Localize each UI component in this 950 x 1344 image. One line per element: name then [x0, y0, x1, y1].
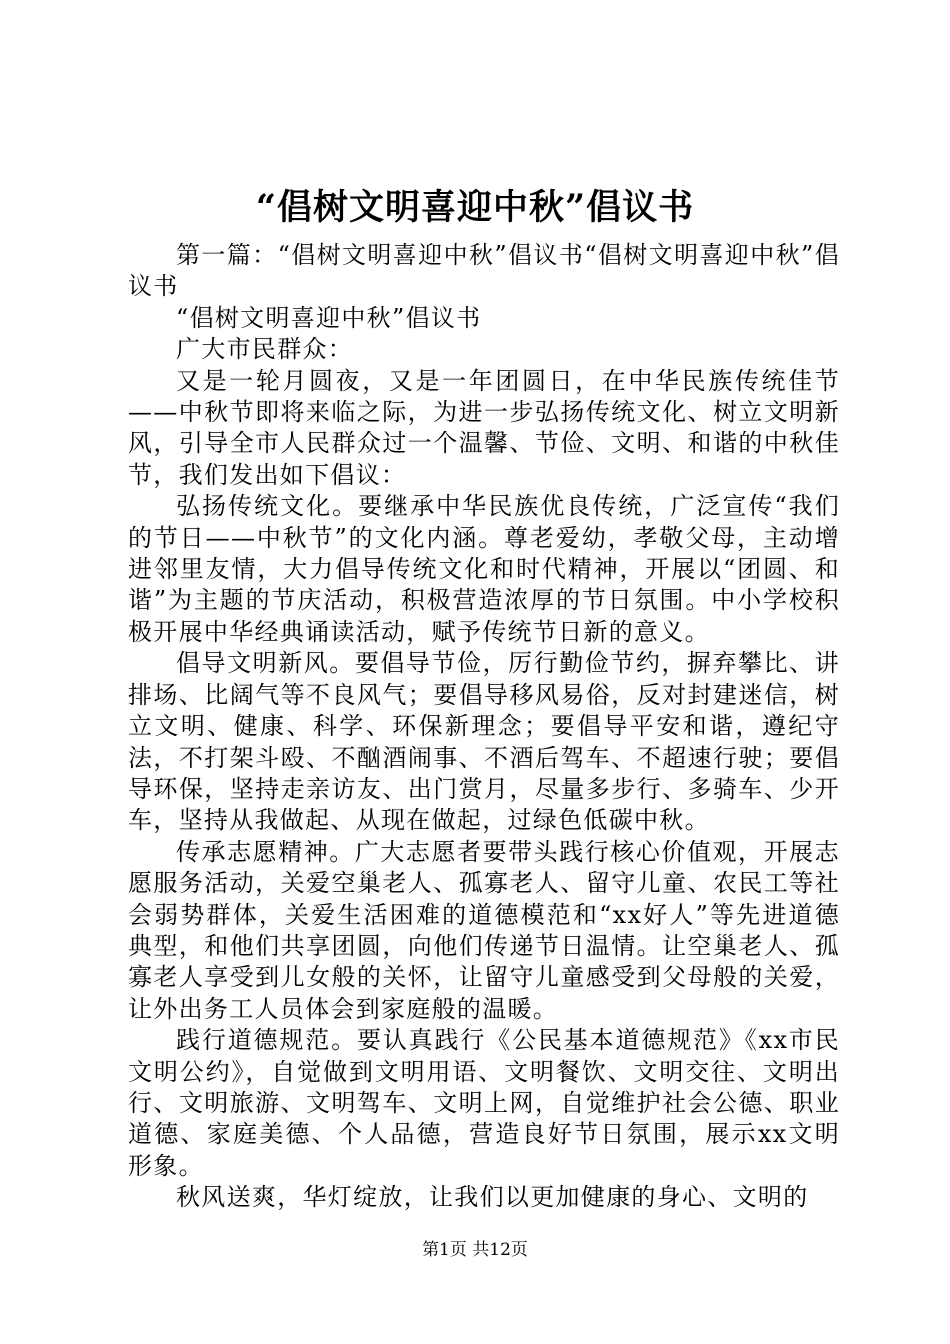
paragraph-closing: 秋风送爽，华灯绽放，让我们以更加健康的身心、文明的 — [176, 1183, 809, 1212]
paragraph-volunteer: 传承志愿精神。广大志愿者要带头践行核心价值观，开展志愿服务活动，关爱空巢老人、孤寡老人、留守儿童、农民工等社会弱势群体，关爱生活困难的道德模范和“xx好人”等先进道德典型，和他们共享团圆，向他们传递节日温情。让空巢老人、孤寡老人享受到儿女般的关怀，让留守儿童感受到父母般的关爱，让外出务工人员体会到家庭般的温暖。 — [128, 837, 840, 1023]
paragraph-salutation: 广大市民群众： — [176, 335, 354, 364]
paragraph-intro: 又是一轮月圆夜，又是一年团圆日，在中华民族传统佳节——中秋节即将来临之际，为进一步弘扬传统文化、树立文明新风，引导全市人民群众过一个温馨、节俭、文明、和谐的中秋佳节，我们发出如下倡议： — [128, 366, 840, 489]
document-body — [128, 240, 840, 1214]
paragraph-morality: 践行道德规范。要认真践行《公民基本道德规范》《xx市民文明公约》，自觉做到文明用语、文明餐饮、文明交往、文明出行、文明旅游、文明驾车、文明上网，自觉维护社会公德、职业道德、家庭美德、个人品德，营造良好节日氛围，展示xx文明形象。 — [128, 1026, 840, 1180]
page-number-footer: 第1页 共12页 — [422, 1240, 528, 1260]
paragraph-subtitle: “倡树文明喜迎中秋”倡议书 — [176, 303, 482, 332]
paragraph-tradition: 弘扬传统文化。要继承中华民族优良传统，广泛宣传“我们的节日——中秋节”的文化内涵。尊老爱幼，孝敬父母，主动增进邻里友情，大力倡导传统文化和时代精神，开展以“团圆、和谐”为主题的节庆活动，积极营造浓厚的节日氛围。中小学校积极开展中华经典诵读活动，赋予传统节日新的意义。 — [128, 492, 840, 646]
document-title: “倡树文明喜迎中秋”倡议书 — [255, 187, 695, 228]
paragraph-civility: 倡导文明新风。要倡导节俭，厉行勤俭节约，摒弃攀比、讲排场、比阔气等不良风气；要倡导移风易俗，反对封建迷信，树立文明、健康、科学、环保新理念；要倡导平安和谐，遵纪守法，不打架斗殴、不酗酒闹事、不酒后驾车、不超速行驶；要倡导环保，坚持走亲访友、出门赏月，尽量多步行、多骑车、少开车，坚持从我做起、从现在做起，过绿色低碳中秋。 — [128, 649, 840, 835]
paragraph-first-heading: 第一篇：“倡树文明喜迎中秋”倡议书“倡树文明喜迎中秋”倡议书 — [128, 241, 840, 301]
